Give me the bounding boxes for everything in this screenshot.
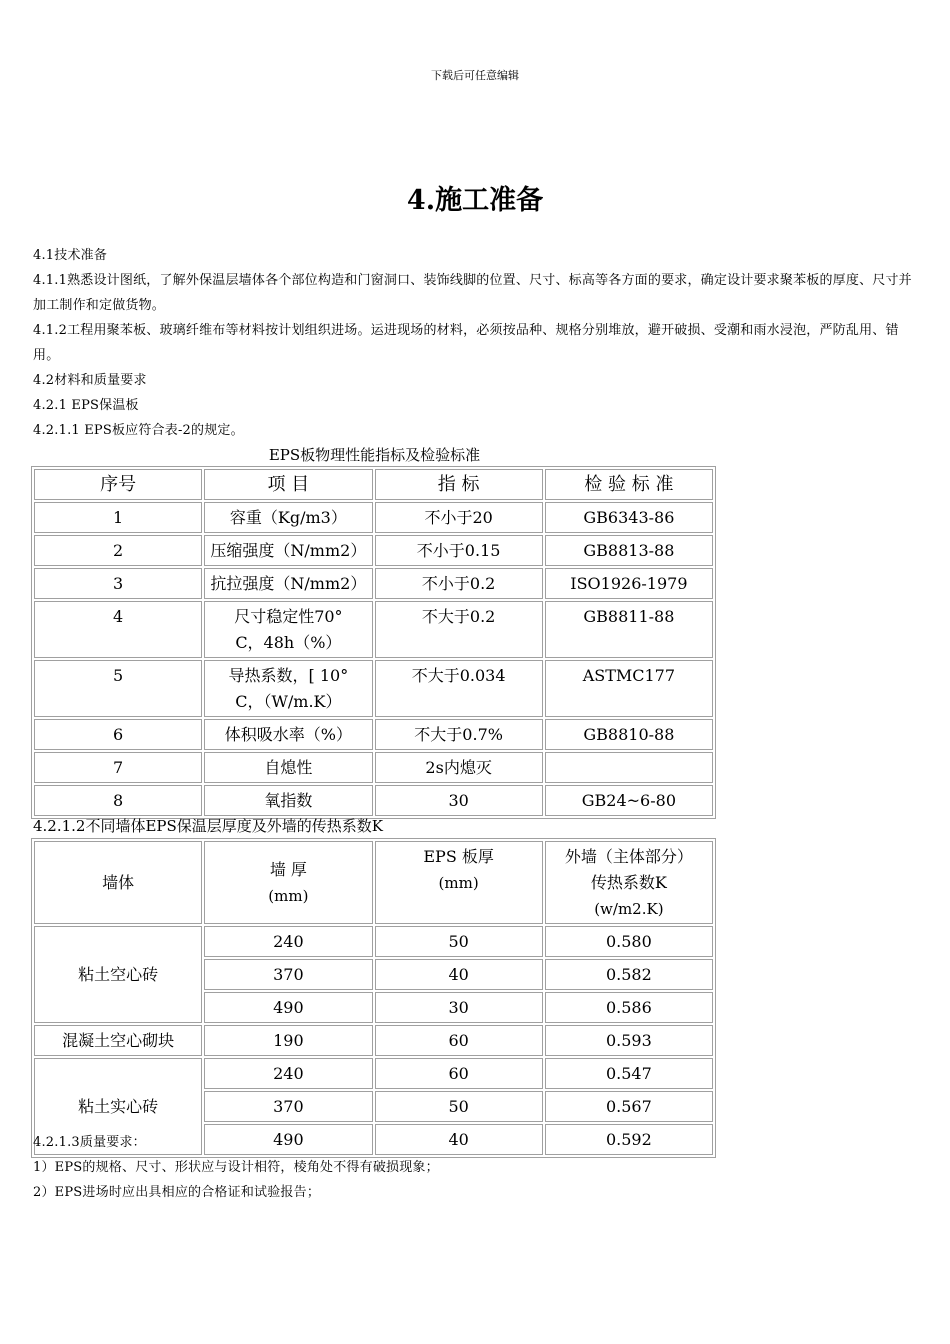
cell-no: 6 bbox=[34, 719, 202, 750]
header-note: 下载后可任意编辑 bbox=[431, 69, 519, 82]
table-row bbox=[34, 660, 713, 717]
cell-value: 不小于0.2 bbox=[375, 568, 543, 599]
cell-standard: GB6343-86 bbox=[545, 502, 713, 533]
cell-wall: 混凝土空心砌块 bbox=[34, 1025, 202, 1056]
header-line: (mm) bbox=[268, 887, 309, 905]
cell-no: 4 bbox=[34, 601, 202, 658]
header-cell-k bbox=[545, 841, 713, 924]
paragraph: 4.1.2工程用聚苯板、玻璃纤维布等材料按计划组织进场。运进现场的材料，必须按品种、规格分别堆放，避开破损、受潮和雨水浸泡，严防乱用、错用。 bbox=[33, 323, 899, 363]
cell-value: 30 bbox=[375, 785, 543, 816]
table-row bbox=[34, 1025, 713, 1056]
cell-eps: 30 bbox=[375, 992, 543, 1023]
cell-item: 压缩强度（N/mm2） bbox=[204, 535, 372, 566]
cell-k: 0.567 bbox=[545, 1091, 713, 1122]
header-cell: 检 验 标 准 bbox=[545, 469, 713, 500]
cell-no: 1 bbox=[34, 502, 202, 533]
cell-eps: 60 bbox=[375, 1025, 543, 1056]
table-row bbox=[34, 601, 713, 658]
cell-thickness: 490 bbox=[204, 1124, 372, 1155]
cell-item: 容重（Kg/m3） bbox=[204, 502, 372, 533]
paragraph: 1）EPS的规格、尺寸、形状应与设计相符，棱角处不得有破损现象； bbox=[33, 1160, 439, 1175]
cell-eps: 40 bbox=[375, 1124, 543, 1155]
cell-k: 0.593 bbox=[545, 1025, 713, 1056]
cell-thickness: 240 bbox=[204, 1058, 372, 1089]
paragraph: 4.2材料和质量要求 bbox=[33, 373, 147, 388]
paragraph: 4.2.1.3质量要求： bbox=[33, 1135, 146, 1150]
table2-caption: 4.2.1.2不同墙体EPS保温层厚度及外墙的传热系数K bbox=[33, 817, 384, 835]
cell-thickness: 370 bbox=[204, 1091, 372, 1122]
paragraph: 4.2.1.1 EPS板应符合表-2的规定。 bbox=[33, 423, 244, 438]
cell-item: 氧指数 bbox=[204, 785, 372, 816]
header-cell: 项 目 bbox=[204, 469, 372, 500]
cell-eps: 60 bbox=[375, 1058, 543, 1089]
cell-thickness: 190 bbox=[204, 1025, 372, 1056]
header-cell: 指 标 bbox=[375, 469, 543, 500]
cell-value: 不大于0.2 bbox=[375, 601, 543, 658]
cell-k: 0.586 bbox=[545, 992, 713, 1023]
header-cell-eps bbox=[375, 841, 543, 924]
cell-eps: 40 bbox=[375, 959, 543, 990]
paragraph: 4.2.1 EPS保温板 bbox=[33, 398, 139, 413]
table-header-row bbox=[34, 469, 713, 500]
header-line: (w/m2.K) bbox=[594, 900, 664, 918]
cell-value: 2s内熄灭 bbox=[375, 752, 543, 783]
cell-standard: GB8810-88 bbox=[545, 719, 713, 750]
header-cell: 序号 bbox=[34, 469, 202, 500]
cell-item-line: 导热系数，[ 10° bbox=[228, 666, 349, 685]
cell-thickness: 370 bbox=[204, 959, 372, 990]
wall-k-table bbox=[31, 838, 716, 1158]
eps-properties-table bbox=[31, 466, 716, 819]
table-row bbox=[34, 926, 713, 957]
table-row bbox=[34, 502, 713, 533]
table-row bbox=[34, 1058, 713, 1089]
cell-eps: 50 bbox=[375, 1091, 543, 1122]
paragraph: 4.1.1熟悉设计图纸，了解外保温层墙体各个部位构造和门窗洞口、装饰线脚的位置、尺寸、标高等各方面的要求，确定设计要求聚苯板的厚度、尺寸并加工制作和定做货物。 bbox=[33, 273, 912, 313]
header-cell-thickness bbox=[204, 841, 372, 924]
cell-no: 5 bbox=[34, 660, 202, 717]
cell-item-line: C，48h（%） bbox=[235, 633, 342, 652]
cell-no: 8 bbox=[34, 785, 202, 816]
paragraph: 2）EPS进场时应出具相应的合格证和试验报告； bbox=[33, 1185, 321, 1200]
cell-item: 自熄性 bbox=[204, 752, 372, 783]
table-row bbox=[34, 785, 713, 816]
cell-standard: GB8813-88 bbox=[545, 535, 713, 566]
header-line: 外墙（主体部分） bbox=[564, 847, 693, 866]
cell-wall: 粘土实心砖 bbox=[34, 1058, 202, 1155]
cell-standard: GB8811-88 bbox=[545, 601, 713, 658]
table1-caption: EPS板物理性能指标及检验标准 bbox=[268, 446, 481, 464]
cell-no: 2 bbox=[34, 535, 202, 566]
cell-wall: 粘土空心砖 bbox=[34, 926, 202, 1023]
cell-k: 0.580 bbox=[545, 926, 713, 957]
cell-standard: GB24~6-80 bbox=[545, 785, 713, 816]
header-line: (mm) bbox=[438, 874, 479, 892]
cell-item-line: 尺寸稳定性70° bbox=[234, 607, 343, 626]
cell-value: 不小于20 bbox=[375, 502, 543, 533]
cell-standard bbox=[545, 752, 713, 783]
cell-no: 7 bbox=[34, 752, 202, 783]
table-row bbox=[34, 719, 713, 750]
cell-thickness: 240 bbox=[204, 926, 372, 957]
cell-item: 体积吸水率（%） bbox=[204, 719, 372, 750]
cell-value: 不大于0.034 bbox=[375, 660, 543, 717]
cell-value: 不小于0.15 bbox=[375, 535, 543, 566]
cell-value: 不大于0.7% bbox=[375, 719, 543, 750]
header-cell-wall: 墙体 bbox=[34, 841, 202, 924]
cell-k: 0.547 bbox=[545, 1058, 713, 1089]
cell-item bbox=[204, 601, 372, 658]
page-title: 4.施工准备 bbox=[406, 185, 544, 216]
table-header-row bbox=[34, 841, 713, 924]
table-row bbox=[34, 535, 713, 566]
cell-standard: ASTMC177 bbox=[545, 660, 713, 717]
cell-item-line: C，（W/m.K） bbox=[235, 692, 342, 711]
cell-k: 0.592 bbox=[545, 1124, 713, 1155]
cell-thickness: 490 bbox=[204, 992, 372, 1023]
cell-no: 3 bbox=[34, 568, 202, 599]
paragraph: 4.1技术准备 bbox=[33, 248, 108, 263]
header-line: EPS 板厚 bbox=[423, 847, 494, 866]
cell-item bbox=[204, 660, 372, 717]
cell-standard: ISO1926-1979 bbox=[545, 568, 713, 599]
header-line: 墙 厚 bbox=[269, 860, 307, 879]
cell-item: 抗拉强度（N/mm2） bbox=[204, 568, 372, 599]
table-row bbox=[34, 568, 713, 599]
header-line: 传热系数K bbox=[590, 873, 667, 892]
cell-k: 0.582 bbox=[545, 959, 713, 990]
table-row bbox=[34, 752, 713, 783]
cell-eps: 50 bbox=[375, 926, 543, 957]
